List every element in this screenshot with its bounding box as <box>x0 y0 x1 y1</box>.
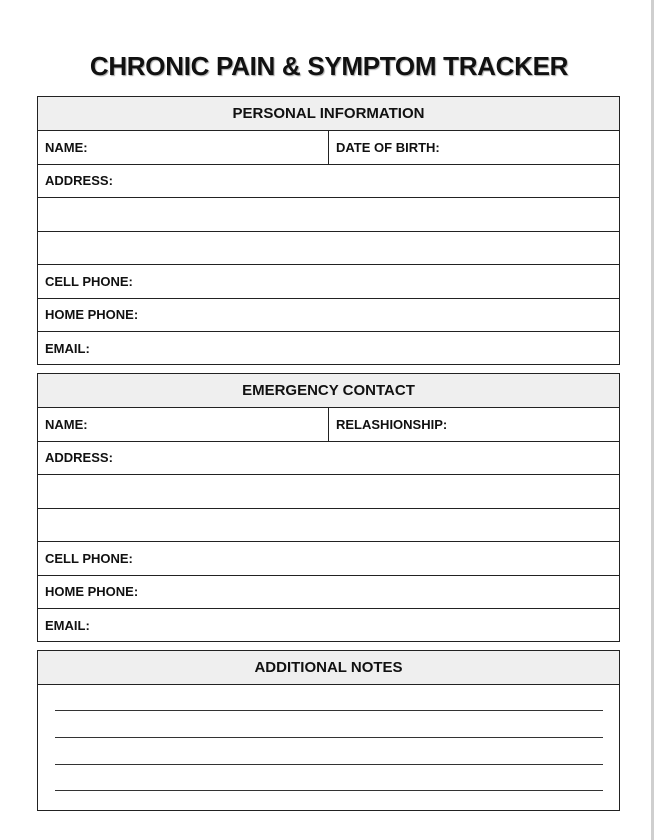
personal-address-line-2[interactable] <box>38 198 619 232</box>
notes-writing-area[interactable] <box>38 685 619 811</box>
personal-address-line-3[interactable] <box>38 232 619 266</box>
personal-email-label: EMAIL: <box>45 341 90 357</box>
personal-home-row <box>38 299 619 333</box>
emergency-cell-row <box>38 542 619 576</box>
emergency-address-line-2-field[interactable] <box>38 475 619 508</box>
emergency-contact-header: EMERGENCY CONTACT <box>38 374 619 408</box>
personal-cell-label: CELL PHONE: <box>45 273 133 289</box>
emergency-address-row <box>38 442 619 476</box>
emergency-email-field[interactable] <box>38 609 619 643</box>
personal-address-line-3-field[interactable] <box>38 232 619 265</box>
page-title: CHRONIC PAIN & SYMPTOM TRACKER <box>89 51 569 81</box>
personal-dob-field[interactable] <box>329 131 619 164</box>
emergency-relationship-field[interactable] <box>329 408 619 441</box>
additional-notes-header: ADDITIONAL NOTES <box>38 651 619 685</box>
personal-cell-field[interactable] <box>38 265 619 298</box>
note-line <box>55 710 603 711</box>
note-line <box>55 737 603 738</box>
emergency-cell-field[interactable] <box>38 542 619 575</box>
personal-address-label: ADDRESS: <box>45 173 113 189</box>
personal-home-label: HOME PHONE: <box>45 307 139 323</box>
emergency-contact-section <box>37 373 620 642</box>
personal-information-header: PERSONAL INFORMATION <box>38 97 619 131</box>
personal-email-row <box>38 332 619 366</box>
note-line <box>55 764 603 765</box>
personal-dob-label: DATE OF BIRTH: <box>336 139 440 155</box>
emergency-address-field[interactable] <box>38 442 619 475</box>
personal-address-field[interactable] <box>38 165 619 198</box>
personal-name-label: NAME: <box>45 139 88 155</box>
additional-notes-section <box>37 650 620 811</box>
personal-email-field[interactable] <box>38 332 619 366</box>
personal-name-field[interactable] <box>38 131 329 164</box>
emergency-name-label: NAME: <box>45 416 88 432</box>
emergency-address-line-3[interactable] <box>38 509 619 543</box>
emergency-address-line-3-field[interactable] <box>38 509 619 542</box>
personal-cell-row <box>38 265 619 299</box>
emergency-name-field[interactable] <box>38 408 329 441</box>
personal-home-field[interactable] <box>38 299 619 332</box>
emergency-home-label: HOME PHONE: <box>45 584 139 600</box>
emergency-address-line-2[interactable] <box>38 475 619 509</box>
note-line <box>55 790 603 791</box>
emergency-relationship-label: RELASHIONSHIP: <box>336 416 448 432</box>
personal-address-row <box>38 165 619 199</box>
personal-name-row <box>38 131 619 165</box>
emergency-address-label: ADDRESS: <box>45 450 113 466</box>
emergency-cell-label: CELL PHONE: <box>45 550 133 566</box>
emergency-name-row <box>38 408 619 442</box>
personal-information-section <box>37 96 620 365</box>
personal-address-line-2-field[interactable] <box>38 198 619 231</box>
emergency-home-field[interactable] <box>38 576 619 609</box>
emergency-home-row <box>38 576 619 610</box>
emergency-email-row <box>38 609 619 643</box>
emergency-email-label: EMAIL: <box>45 618 90 634</box>
